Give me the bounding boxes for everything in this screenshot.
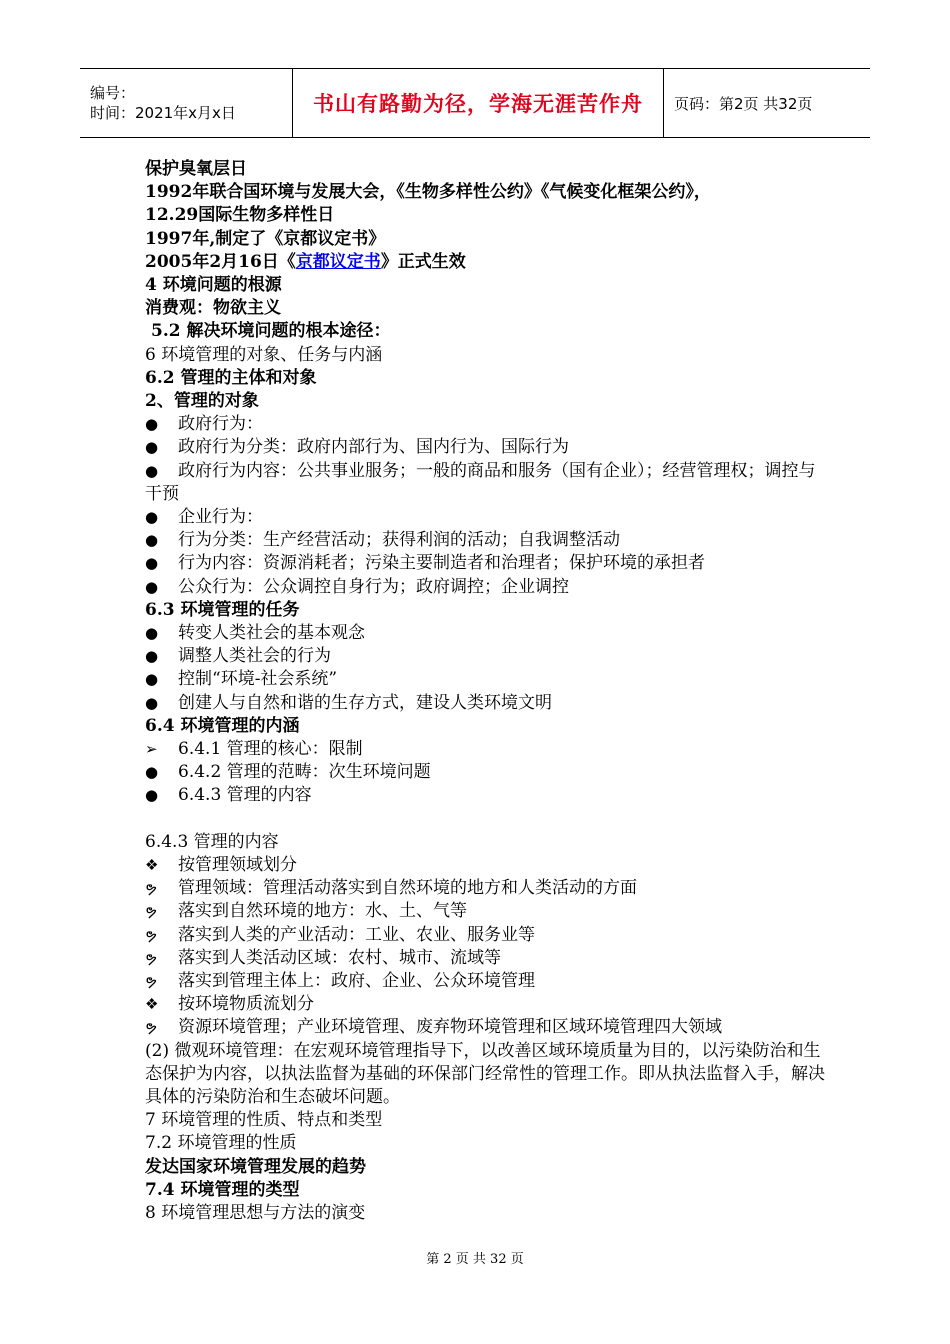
list-item	[145, 877, 825, 900]
list-item-text: 政府行为：	[178, 414, 263, 435]
heading: 6 环境管理的对象、任务与内涵	[145, 344, 383, 365]
list-item	[145, 900, 825, 923]
bullet-dot-icon: ●	[145, 647, 159, 666]
bullet-dot-icon: ●	[145, 786, 159, 805]
list-item	[145, 692, 825, 715]
bullet-dot-icon: ●	[145, 577, 159, 596]
bullet-dot-icon: ●	[145, 624, 159, 643]
list-item	[145, 738, 825, 761]
heading: 6.4 环境管理的内涵	[145, 715, 300, 736]
heading: 6.3 环境管理的任务	[145, 599, 300, 620]
list-item-text: 行为内容：资源消耗者；污染主要制造者和治理者；保护环境的承担者	[178, 553, 705, 574]
line: 消费观：物欲主义	[145, 298, 281, 319]
bullet-arrow-icon: ➢	[145, 740, 158, 759]
bullet-swirl-icon: ຯ	[145, 902, 157, 921]
list-item-text: 政府行为分类：政府内部行为、国内行为、国际行为	[178, 437, 569, 458]
list-item-text: 公众行为：公众调控自身行为；政府调控；企业调控	[178, 576, 569, 597]
list-item-text: 资源环境管理；产业环境管理、废弃物环境管理和区域环境管理四大领域	[178, 1017, 722, 1038]
heading: 5.2 解决环境问题的根本途径：	[151, 321, 391, 342]
list-item	[145, 436, 825, 459]
motto-text: 书山有路勤为径，学海无涯苦作舟	[313, 92, 643, 116]
list-item-text: 落实到管理主体上：政府、企业、公众环境管理	[178, 970, 535, 991]
bullet-dot-icon: ●	[145, 508, 159, 527]
list-item-text: 落实到人类的产业活动：工业、农业、服务业等	[178, 924, 535, 945]
heading: 7 环境管理的性质、特点和类型	[145, 1110, 383, 1131]
list-item-text: 调整人类社会的行为	[178, 646, 331, 667]
page-label: 页码：第2页 共32页	[674, 94, 813, 113]
heading: 2、管理的对象	[145, 391, 259, 412]
heading: 4 环境问题的根源	[145, 275, 282, 296]
paragraph: (2) 微观环境管理：在宏观环境管理指导下，以改善区域环境质量为目的，以污染防治和生态保护为内容，以执法监督为基础的环保部门经常性的管理工作。即从执法监督入手，解决具体的污染防治和生态破坏问题。	[145, 1040, 825, 1107]
list-item	[145, 970, 825, 993]
list-item	[145, 761, 825, 784]
line: 保护臭氧层日	[145, 159, 247, 179]
list-item-text: 转变人类社会的基本观念	[178, 623, 365, 644]
bullet-swirl-icon: ຯ	[145, 948, 157, 967]
bullet-dot-icon: ●	[145, 763, 159, 782]
header-motto	[293, 69, 664, 137]
list-item-text: 落实到自然环境的地方：水、土、气等	[178, 901, 467, 922]
list-item-wrapped	[145, 460, 825, 506]
bullet-swirl-icon: ຯ	[145, 879, 157, 898]
bullet-swirl-icon: ຯ	[145, 971, 157, 990]
bullet-swirl-icon: ຯ	[145, 1018, 157, 1037]
list-item	[145, 645, 825, 668]
list-item	[145, 947, 825, 970]
line: 1992年联合国环境与发展大会，《生物多样性公约》《气候变化框架公约》，	[145, 182, 711, 203]
line-text: 2005年2月16日《	[145, 251, 296, 272]
list-item-text: 管理领域：管理活动落实到自然环境的地方和人类活动的方面	[178, 878, 637, 899]
page-footer: 第 2 页 共 32 页	[426, 1252, 524, 1267]
list-item-text: 行为分类：生产经营活动；获得利润的活动；自我调整活动	[178, 530, 620, 551]
list-item-text: 企业行为：	[178, 507, 263, 528]
document-body	[145, 158, 825, 1225]
list-item-text: 按管理领域划分	[178, 854, 297, 875]
line: 1997年,制定了《京都议定书》	[145, 228, 386, 249]
bullet-diamond-icon: ❖	[145, 855, 159, 874]
bullet-dot-icon: ●	[145, 461, 159, 480]
list-item	[145, 576, 825, 599]
list-item	[145, 413, 825, 436]
heading: 7.2 环境管理的性质	[145, 1133, 297, 1154]
line: 12.29国际生物多样性日	[145, 205, 335, 226]
bullet-dot-icon: ●	[145, 693, 159, 712]
kyoto-protocol-link[interactable]: 京都议定书	[295, 251, 381, 272]
list-item	[145, 784, 825, 807]
line-with-link	[145, 251, 825, 274]
bullet-dot-icon: ●	[145, 531, 159, 550]
list-item	[145, 668, 825, 691]
list-item-text: 政府行为内容：公共事业服务；一般的商品和服务（国有企业）；经营管理权；调控与干预	[145, 460, 816, 504]
number-label: 编号：	[90, 84, 136, 102]
list-item-text: 落实到人类活动区域：农村、城市、流域等	[178, 947, 501, 968]
heading: 发达国家环境管理发展的趋势	[145, 1156, 366, 1177]
heading: 8 环境管理思想与方法的演变	[145, 1202, 366, 1223]
list-item	[145, 924, 825, 947]
list-item	[145, 1016, 825, 1039]
list-item	[145, 854, 825, 877]
list-item-text: 控制“环境-社会系统”	[178, 669, 338, 690]
bullet-dot-icon: ●	[145, 670, 159, 689]
header-page	[664, 69, 870, 137]
list-item-text: 创建人与自然和谐的生存方式，建设人类环境文明	[178, 692, 552, 713]
spacer	[145, 808, 825, 831]
heading: 7.4 环境管理的类型	[145, 1179, 300, 1200]
list-item-text: 按环境物质流划分	[178, 994, 314, 1015]
line-text: 》正式生效	[380, 251, 466, 272]
header-meta	[80, 69, 293, 137]
list-item-text: 6.4.3 管理的内容	[178, 785, 312, 806]
bullet-swirl-icon: ຯ	[145, 925, 157, 944]
list-item	[145, 506, 825, 529]
date-label: 时间：2021年x月x日	[90, 104, 236, 122]
heading: 6.2 管理的主体和对象	[145, 367, 317, 388]
heading: 6.4.3 管理的内容	[145, 831, 279, 852]
list-item-text: 6.4.2 管理的范畴：次生环境问题	[178, 762, 431, 783]
list-item	[145, 622, 825, 645]
bullet-dot-icon: ●	[145, 438, 159, 457]
list-item-text: 6.4.1 管理的核心：限制	[178, 739, 363, 760]
list-item	[145, 529, 825, 552]
page-header	[80, 68, 870, 138]
list-item	[145, 552, 825, 575]
bullet-diamond-icon: ❖	[145, 995, 159, 1014]
bullet-dot-icon: ●	[145, 415, 159, 434]
list-item	[145, 993, 825, 1016]
bullet-dot-icon: ●	[145, 554, 159, 573]
